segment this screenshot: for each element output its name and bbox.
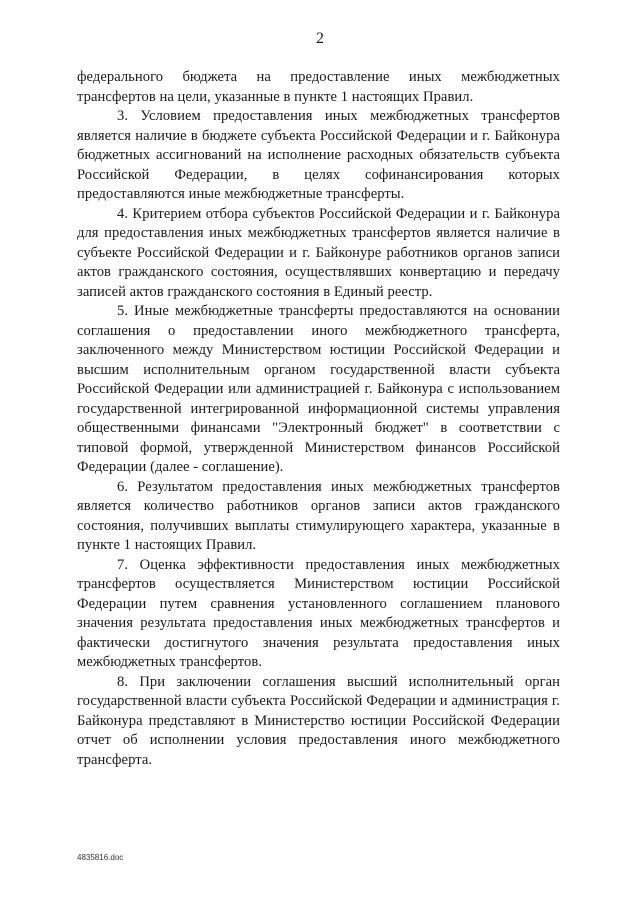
document-body (77, 68, 560, 770)
paragraph-8: 8. При заключении соглашения высший исполнительный орган государственной власти субъекта Российской Федерации и администрация г. Байконура представляют в Министерство юстиции Российской Федерации отчет об исполнении условия предоставления иного межбюджетного трансферта. (77, 673, 560, 768)
paragraph-3: 3. Условием предоставления иных межбюджетных трансфертов является наличие в бюджете субъекта Российской Федерации и г. Байконура бюджетных ассигнований на исполнение расходных обязательств субъекта Российской Федерации, в целях софинансирования которых предоставляются иные межбюджетные трансферты. (77, 108, 560, 202)
paragraph-7: 7. Оценка эффективности предоставления иных межбюджетных трансфертов осуществляется Министерством юстиции Российской Федерации путем сравнения установленного соглашением планового значения результата предоставления иных межбюджетных трансфертов и фактически достигнутого значения результата предоставления иных межбюджетных трансфертов. (77, 556, 560, 670)
footer-filename: 4835816.doc (77, 853, 124, 862)
paragraph-4: 4. Критерием отбора субъектов Российской Федерации и г. Байконура для предоставления иных межбюджетных трансфертов является наличие в субъекте Российской Федерации и г. Байконуре работников органов записи актов гражданского состояния, осуществлявших конвертацию и передачу записей актов гражданского состояния в Единый реестр. (77, 205, 560, 300)
page-number: 2 (316, 30, 324, 47)
paragraph-5: 5. Иные межбюджетные трансферты предоставляются на основании соглашения о предоставлении иного межбюджетного трансферта, заключенного между Министерством юстиции Российской Федерации и высшим исполнительным органом государственной власти субъекта Российской Федерации или администрацией г. Байконура с использованием государственной интегрированной информационной системы управления общественными финансами "Электронный бюджет" в соответствии с типовой формой, утвержденной Министерством финансов Российской Федерации (далее - соглашение). (77, 303, 560, 475)
paragraph-continuation: федерального бюджета на предоставление иных межбюджетных трансфертов на цели, указанные в пункте 1 настоящих Правил. (77, 69, 560, 105)
paragraph-6: 6. Результатом предоставления иных межбюджетных трансфертов является количество работников органов записи актов гражданского состояния, получивших выплаты стимулирующего характера, указанные в пункте 1 настоящих Правил. (77, 478, 560, 553)
